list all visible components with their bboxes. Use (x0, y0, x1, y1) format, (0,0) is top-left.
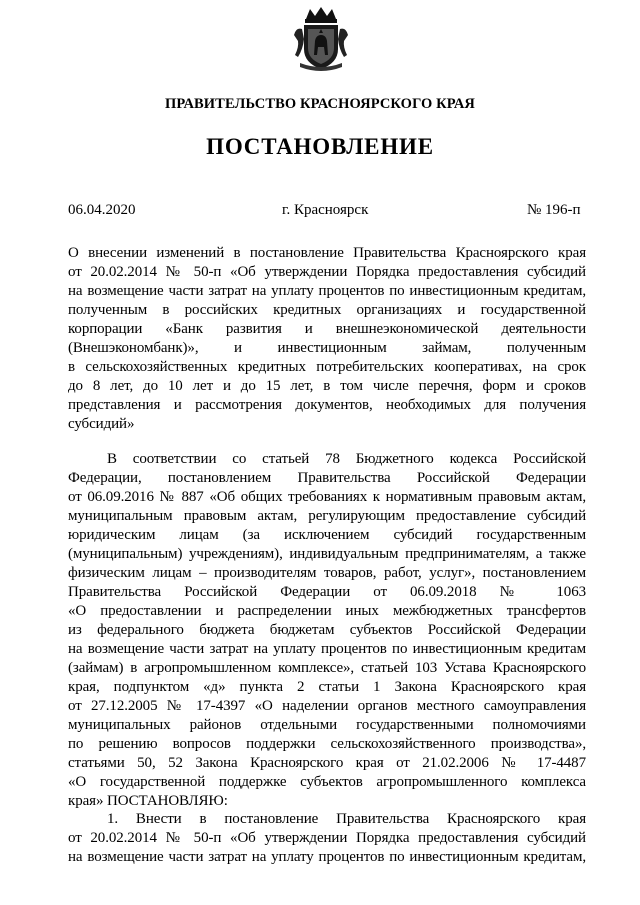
subject-line: (Внешэкономбанк)», и инвестиционным займам, полученным (68, 340, 586, 356)
subject-line: от 20.02.2014 № 50-п «Об утверждении Порядка предоставления субсидий (68, 264, 586, 280)
body-line: юридическим лицам (за исключением субсидий государственным (68, 527, 586, 543)
body-line: (муниципальным) учреждениям), индивидуальным предпринимателям, а также (68, 546, 586, 562)
body-line: «О государственной поддержке субъектов агропромышленного комплекса (68, 774, 586, 790)
body-line: на возмещение части затрат на уплату процентов по инвестиционным кредитам (68, 641, 586, 657)
body-line: физическим лицам – производителям товаров, работ, услуг», постановлением (68, 565, 586, 581)
body-line: от 27.12.2005 № 17-4397 «О наделении органов местного самоуправления (68, 698, 586, 714)
body-line: «О предоставлении и распределении иных межбюджетных трансфертов (68, 603, 586, 619)
item-line: от 20.02.2014 № 50-п «Об утверждении Порядка предоставления субсидий (68, 830, 586, 846)
body-line: от 06.09.2016 № 887 «Об общих требованиях к нормативным правовым актам, (68, 489, 586, 505)
organization-name: ПРАВИТЕЛЬСТВО КРАСНОЯРСКОГО КРАЯ (164, 96, 475, 112)
document-number: № 196-п (527, 202, 581, 218)
item-line: на возмещение части затрат на уплату процентов по инвестиционным кредитам, (68, 849, 586, 865)
subject-line: полученным в российских кредитных организациях и государственной (68, 302, 586, 318)
body-line: по решению вопросов поддержки сельскохозяйственного производства», (68, 736, 586, 752)
body-line: муниципальным правовым актам, регулирующим предоставление субсидий (68, 508, 586, 524)
subject-line: субсидий» (68, 416, 135, 432)
body-line: края» ПОСТАНОВЛЯЮ: (68, 793, 228, 809)
body-line: Федерации, постановлением Правительства Российской Федерации (68, 470, 586, 486)
subject-line: на возмещение части затрат на уплату процентов по инвестиционным кредитам, (68, 283, 586, 299)
item-line: 1. Внести в постановление Правительства Красноярского края (107, 811, 586, 827)
body-line: Правительства Российской Федерации от 06.09.2018 № 1063 (68, 584, 586, 600)
subject-line: корпорации «Банк развития и внешнеэкономической деятельности (68, 321, 586, 337)
document-city: г. Красноярск (282, 202, 369, 218)
body-line: края, подпунктом «д» пункта 2 статьи 1 Закона Красноярского края (68, 679, 586, 695)
body-line: из федерального бюджета бюджетам субъектов Российской Федерации (68, 622, 586, 638)
document-title: ПОСТАНОВЛЕНИЕ (206, 134, 434, 159)
document-date: 06.04.2020 (68, 202, 136, 218)
body-line: (займам) в агропромышленном комплексе», статьей 103 Устава Красноярского (68, 660, 586, 676)
coat-of-arms-emblem (292, 5, 350, 73)
body-line: В соответствии со статьей 78 Бюджетного кодекса Российской (107, 451, 586, 467)
subject-line: представления и рассмотрения документов, необходимых для получения (68, 397, 586, 413)
body-line: муниципальных районов отдельными государственными полномочиями (68, 717, 586, 733)
subject-line: в сельскохозяйственных кредитных потребительских кооперативах, на срок (68, 359, 586, 375)
body-line: статьями 50, 52 Закона Красноярского края от 21.02.2006 № 17-4487 (68, 755, 586, 771)
subject-line: О внесении изменений в постановление Правительства Красноярского края (68, 245, 586, 261)
subject-line: до 8 лет, до 10 лет и до 15 лет, в том числе перечня, форм и сроков (68, 378, 586, 394)
